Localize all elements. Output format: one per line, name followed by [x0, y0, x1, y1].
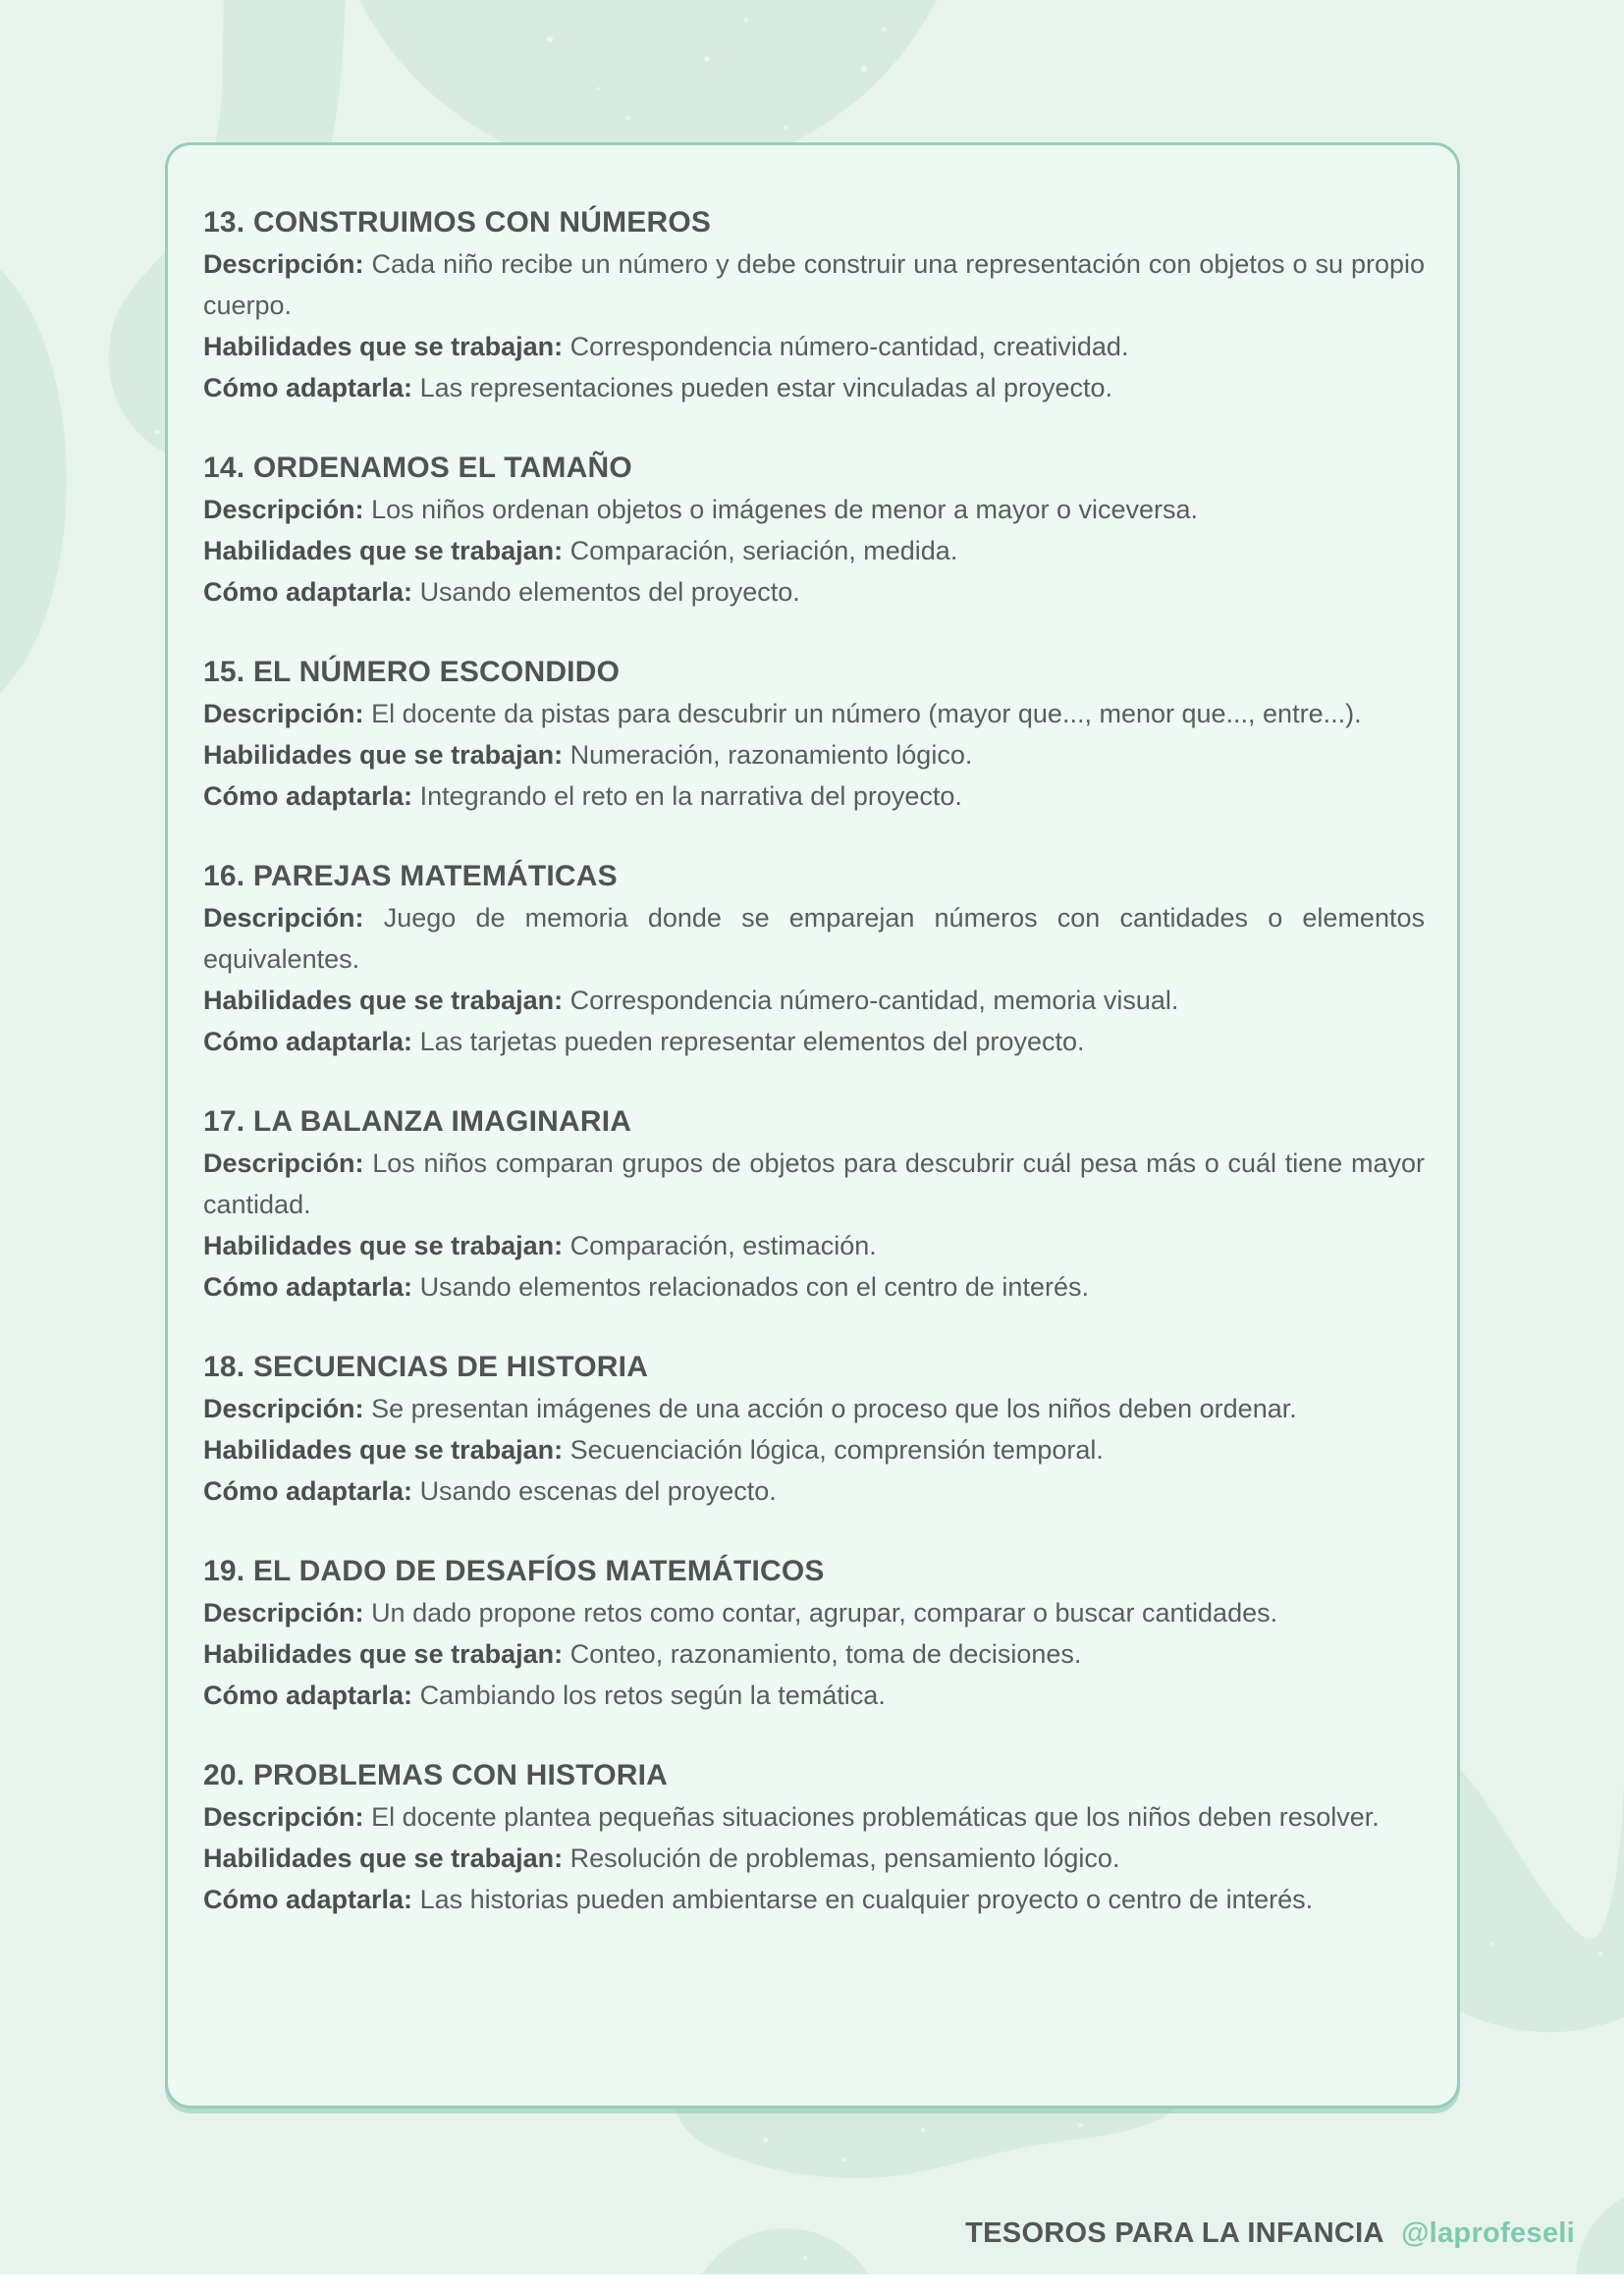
activity-item	[203, 652, 1425, 817]
activity-title: 14. ORDENAMOS EL TAMAÑO	[203, 452, 632, 484]
activity-skills	[203, 734, 1425, 775]
activity-item	[203, 448, 1425, 613]
description-text: El docente plantea pequeñas situaciones problemáticas que los niños deben resolver.	[371, 1802, 1380, 1832]
skills-text: Correspondencia número-cantidad, creatividad.	[569, 332, 1129, 361]
activity-skills	[203, 1225, 1425, 1266]
activity-description	[203, 693, 1425, 734]
activity-title: 20. PROBLEMAS CON HISTORIA	[203, 1759, 669, 1791]
description-label: Descripción:	[203, 903, 364, 933]
skills-text: Correspondencia número-cantidad, memoria visual.	[569, 986, 1179, 1015]
skills-text: Conteo, razonamiento, toma de decisiones.	[569, 1639, 1082, 1669]
skills-label: Habilidades que se trabajan:	[203, 1843, 564, 1873]
description-label: Descripción:	[203, 249, 364, 279]
description-label: Descripción:	[203, 1148, 364, 1178]
adapt-text: Integrando el reto en la narrativa del proyecto.	[419, 781, 962, 811]
adapt-label: Cómo adaptarla:	[203, 373, 413, 402]
adapt-label: Cómo adaptarla:	[203, 1027, 413, 1056]
activity-description	[203, 1388, 1425, 1429]
description-text: Los niños ordenan objetos o imágenes de menor a mayor o viceversa.	[371, 495, 1199, 524]
activities-card	[165, 142, 1460, 2109]
adapt-text: Cambiando los retos según la temática.	[419, 1681, 886, 1710]
activity-description	[203, 489, 1425, 530]
activity-title: 19. EL DADO DE DESAFÍOS MATEMÁTICOS	[203, 1555, 825, 1587]
blob-left-oval	[0, 247, 67, 715]
activity-description	[203, 1143, 1425, 1225]
activity-item	[203, 1347, 1425, 1512]
activity-adapt	[203, 1266, 1425, 1308]
skills-text: Comparación, seriación, medida.	[569, 536, 958, 565]
adapt-text: Usando elementos relacionados con el centro de interés.	[419, 1272, 1089, 1302]
activity-adapt	[203, 775, 1425, 817]
activity-item	[203, 1101, 1425, 1308]
adapt-label: Cómo adaptarla:	[203, 1476, 413, 1506]
activity-adapt	[203, 571, 1425, 613]
skills-label: Habilidades que se trabajan:	[203, 740, 564, 770]
skills-label: Habilidades que se trabajan:	[203, 1231, 564, 1260]
adapt-text: Las representaciones pueden estar vinculadas al proyecto.	[419, 373, 1113, 402]
activity-title: 18. SECUENCIAS DE HISTORIA	[203, 1351, 649, 1383]
activity-skills	[203, 1838, 1425, 1879]
activity-title: 13. CONSTRUIMOS CON NÚMEROS	[203, 206, 712, 239]
description-text: Juego de memoria donde se emparejan números con cantidades o elementos equivalentes.	[203, 903, 1425, 974]
activity-adapt	[203, 1470, 1425, 1512]
description-label: Descripción:	[203, 1394, 364, 1423]
description-label: Descripción:	[203, 1598, 364, 1628]
skills-text: Secuenciación lógica, comprensión temporal.	[569, 1435, 1104, 1465]
adapt-text: Usando escenas del proyecto.	[419, 1476, 777, 1506]
activity-skills	[203, 530, 1425, 571]
bottom-white-strip	[0, 2274, 1624, 2296]
activity-item	[203, 856, 1425, 1062]
description-label: Descripción:	[203, 1802, 364, 1832]
activity-adapt	[203, 367, 1425, 408]
adapt-label: Cómo adaptarla:	[203, 781, 413, 811]
description-text: Un dado propone retos como contar, agrupar, comparar o buscar cantidades.	[371, 1598, 1278, 1628]
adapt-label: Cómo adaptarla:	[203, 1272, 413, 1302]
activity-description	[203, 1796, 1425, 1838]
footer-handle: @laprofeseli	[1401, 2217, 1575, 2249]
adapt-label: Cómo adaptarla:	[203, 1681, 413, 1710]
skills-label: Habilidades que se trabajan:	[203, 332, 564, 361]
adapt-label: Cómo adaptarla:	[203, 1885, 413, 1914]
skills-text: Resolución de problemas, pensamiento lógico.	[569, 1843, 1120, 1873]
activity-description	[203, 1592, 1425, 1633]
blob-under-card-band	[676, 2109, 1174, 2178]
adapt-label: Cómo adaptarla:	[203, 577, 413, 607]
description-label: Descripción:	[203, 495, 364, 524]
skills-label: Habilidades que se trabajan:	[203, 986, 564, 1015]
description-text: El docente da pistas para descubrir un número (mayor que..., menor que..., entre...).	[371, 699, 1362, 728]
adapt-text: Las tarjetas pueden representar elementos del proyecto.	[419, 1027, 1085, 1056]
skills-label: Habilidades que se trabajan:	[203, 1639, 564, 1669]
adapt-text: Usando elementos del proyecto.	[419, 577, 800, 607]
activity-adapt	[203, 1021, 1425, 1062]
activities-list	[203, 202, 1425, 1920]
activity-item	[203, 202, 1425, 408]
activity-skills	[203, 980, 1425, 1021]
skills-label: Habilidades que se trabajan:	[203, 1435, 564, 1465]
activity-description	[203, 897, 1425, 980]
activity-skills	[203, 1429, 1425, 1470]
activity-adapt	[203, 1879, 1425, 1920]
footer	[965, 2216, 1575, 2250]
skills-text: Comparación, estimación.	[569, 1231, 877, 1260]
activity-adapt	[203, 1675, 1425, 1716]
activity-title: 16. PAREJAS MATEMÁTICAS	[203, 860, 618, 892]
adapt-text: Las historias pueden ambientarse en cualquier proyecto o centro de interés.	[419, 1885, 1314, 1914]
description-label: Descripción:	[203, 699, 364, 728]
activity-title: 15. EL NÚMERO ESCONDIDO	[203, 656, 621, 688]
activity-skills	[203, 326, 1425, 367]
description-text: Los niños comparan grupos de objetos para descubrir cuál pesa más o cuál tiene mayor cantidad.	[203, 1148, 1425, 1219]
description-text: Se presentan imágenes de una acción o proceso que los niños deben ordenar.	[371, 1394, 1297, 1423]
blob-right-wave	[1453, 1762, 1624, 2032]
description-text: Cada niño recibe un número y debe construir una representación con objetos o su propio cuerpo.	[203, 249, 1425, 320]
activity-title: 17. LA BALANZA IMAGINARIA	[203, 1105, 632, 1138]
skills-label: Habilidades que se trabajan:	[203, 536, 564, 565]
activity-item	[203, 1551, 1425, 1716]
footer-brand: TESOROS PARA LA INFANCIA	[965, 2217, 1383, 2249]
activity-description	[203, 243, 1425, 326]
skills-text: Numeración, razonamiento lógico.	[569, 740, 973, 770]
activity-skills	[203, 1633, 1425, 1675]
activity-item	[203, 1755, 1425, 1920]
